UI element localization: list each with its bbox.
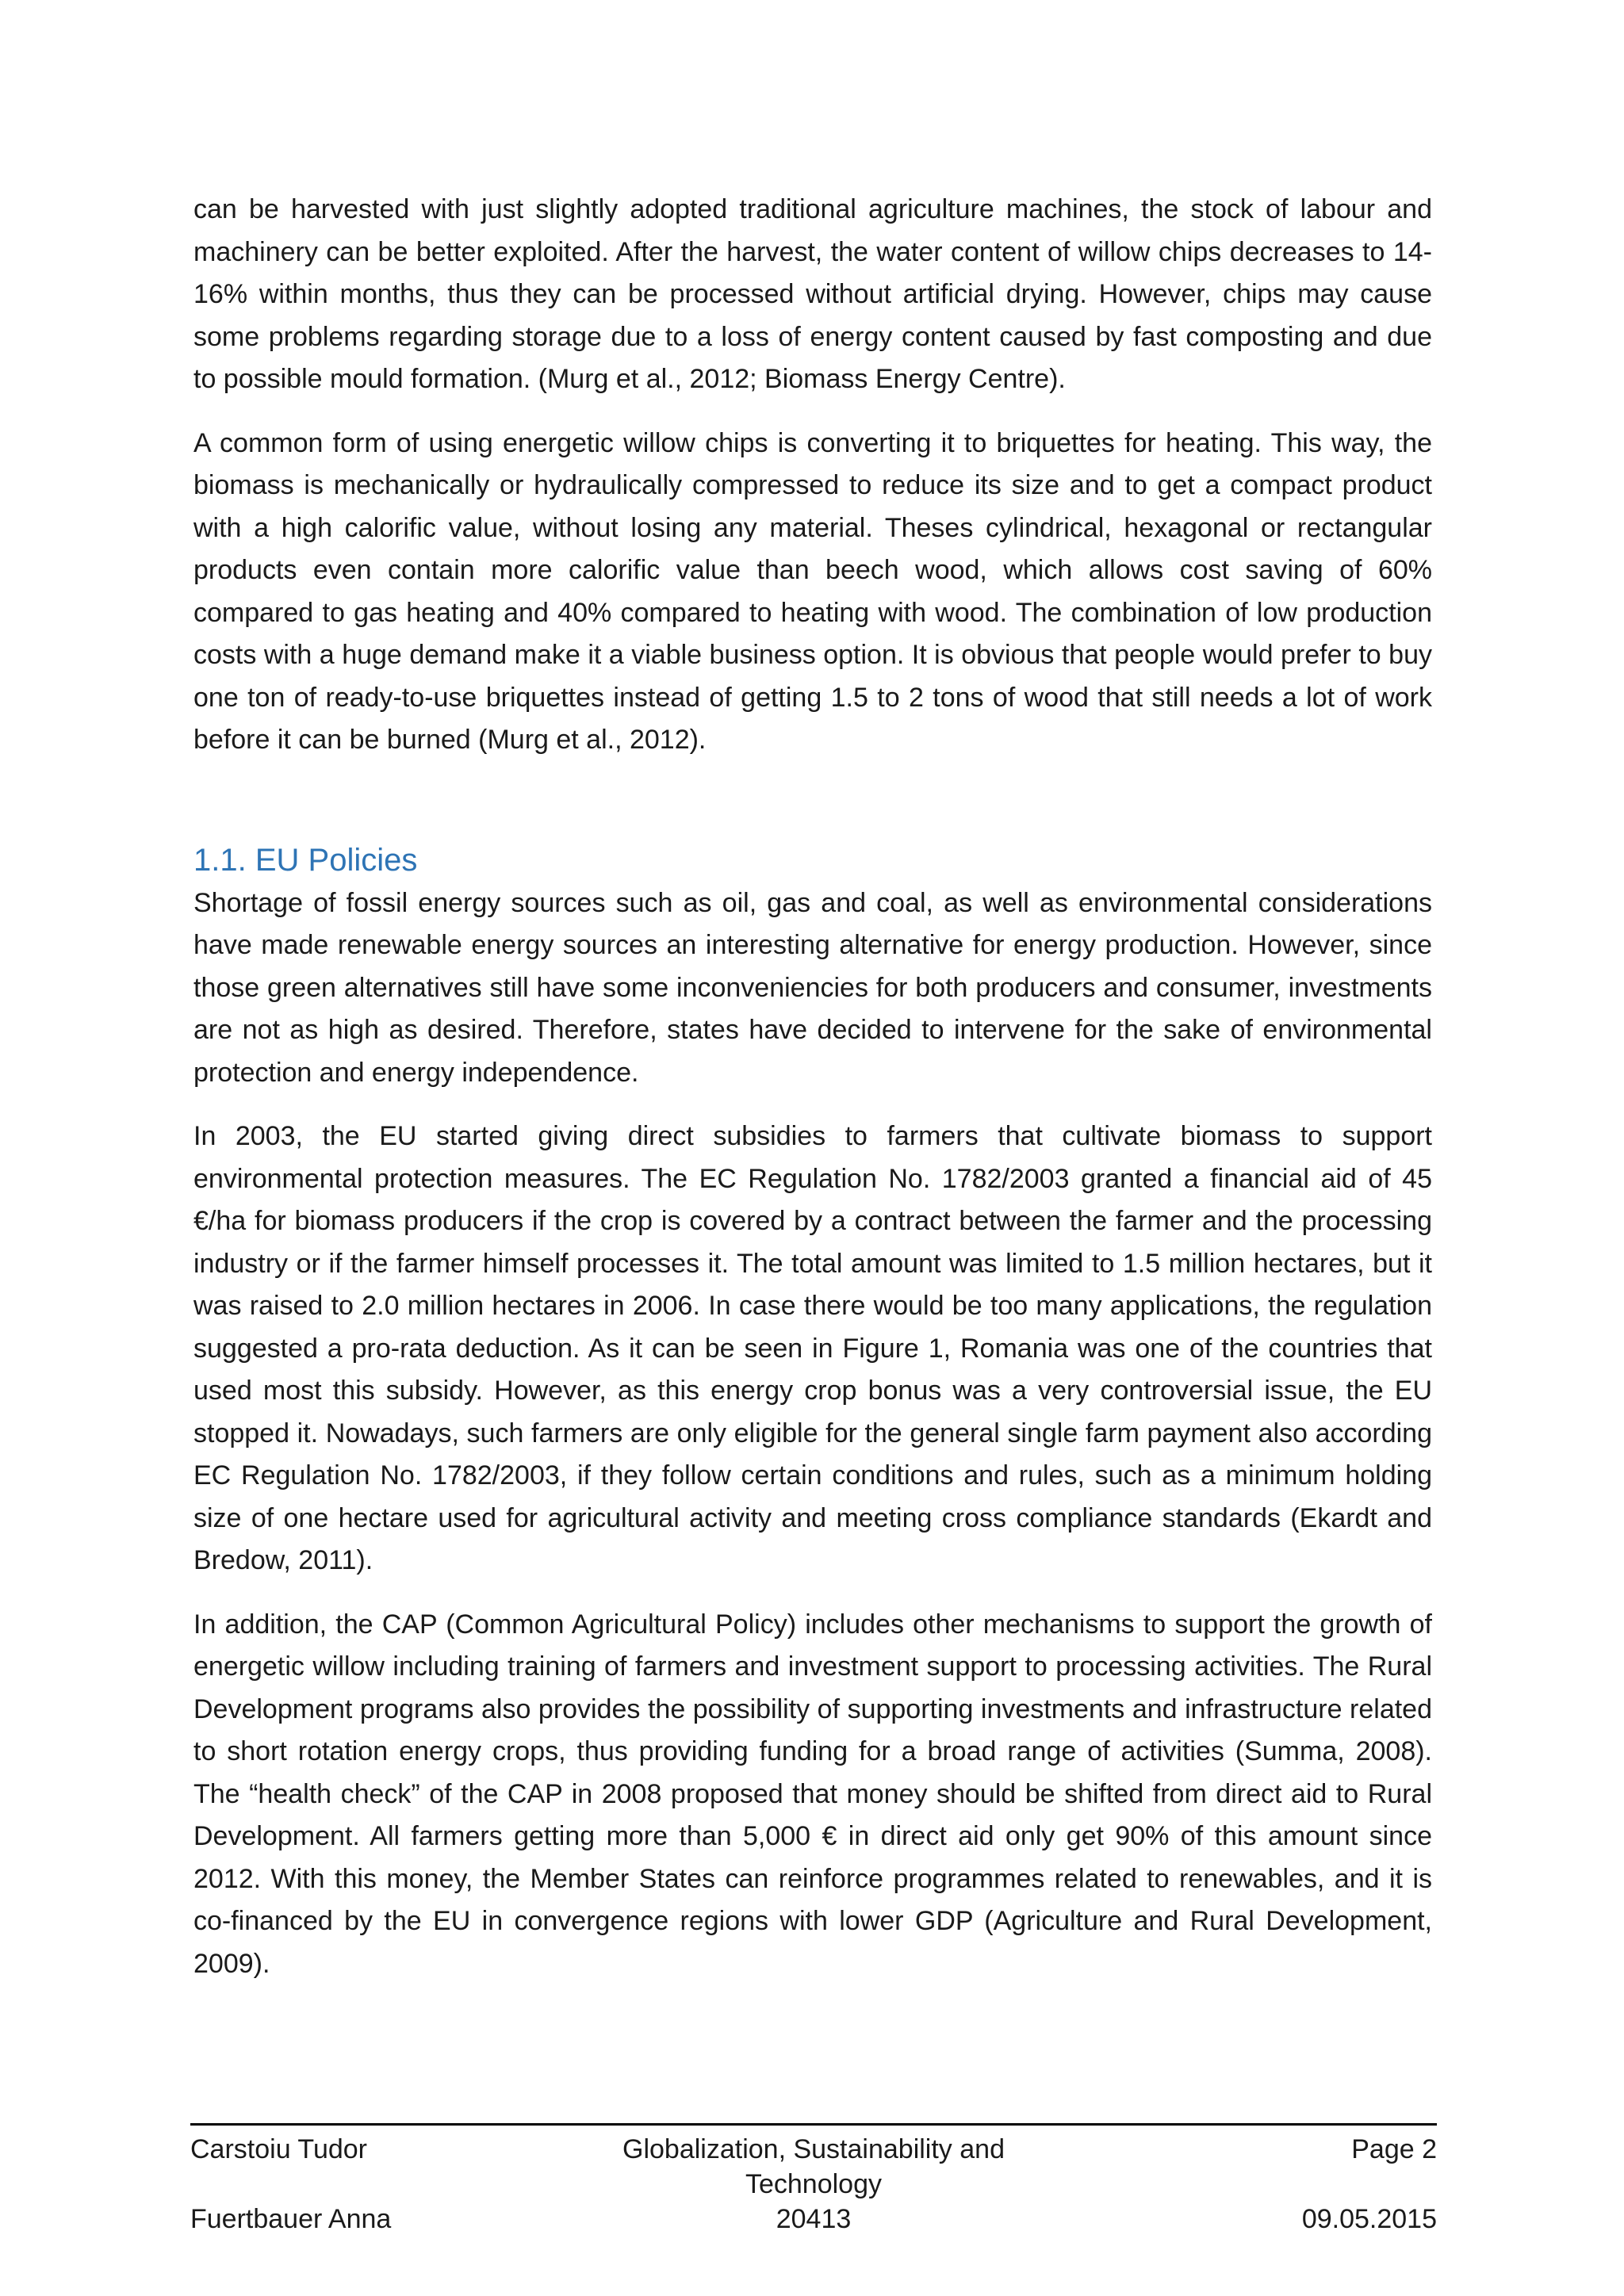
- footer-page-number: Page 2: [1351, 2134, 1437, 2164]
- body-paragraph: A common form of using energetic willow chips is converting it to briquettes for heating. This way, the biomass is mechanically or hydraulically compressed to reduce its size and to get a compact product with a high calorific value, without losing any material. Theses cylindrical, hexagonal or rectangular products even contain more calorific value than beech wood, which allows cost saving of 60% compared to gas heating and 40% compared to heating with wood. The combination of low production costs with a huge demand make it a viable business option. It is obvious that people would prefer to buy one ton of ready-to-use briquettes instead of getting 1.5 to 2 tons of wood that still needs a lot of work before it can be burned (Murg et al., 2012).: [193, 427, 1432, 755]
- body-paragraph: In 2003, the EU started giving direct subsidies to farmers that cultivate biomass to support environmental protection measures. The EC Regulation No. 1782/2003 granted a financial aid of 45 €/ha for biomass producers if the crop is covered by a contract between the farmer and the processing industry or if the farmer himself processes it. The total amount was limited to 1.5 million hectares, but it was raised to 2.0 million hectares in 2006. In case there would be too many applications, the regulation suggested a pro-rata deduction. As it can be seen in Figure 1, Romania was one of the countries that used most this subsidy. However, as this energy crop bonus was a very controversial issue, the EU stopped it. Nowadays, such farmers are only eligible for the general single farm payment also according EC Regulation No. 1782/2003, if they follow certain conditions and rules, such as a minimum holding size of one hectare used for agricultural activity and meeting cross compliance standards (Ekardt and Bredow, 2011).: [193, 1121, 1432, 1575]
- section-heading: 1.1. EU Policies: [193, 842, 418, 878]
- footer-course-code: 20413: [776, 2204, 852, 2234]
- footer-row-top: [190, 2132, 1437, 2202]
- body-paragraph: Shortage of fossil energy sources such as oil, gas and coal, as well as environmental considerations have made renewable energy sources an interesting alternative for energy production. However, since those green alternatives still have some inconveniencies for both producers and consumer, investments are not as high as desired. Therefore, states have decided to intervene for the sake of environmental protection and energy independence.: [193, 887, 1432, 1088]
- body-paragraph: can be harvested with just slightly adopted traditional agriculture machines, the stock of labour and machinery can be better exploited. After the harvest, the water content of willow chips decreases to 14-16% within months, thus they can be processed without artificial drying. However, chips may cause some problems regarding storage due to a loss of energy content caused by fast composting and due to possible mould formation. (Murg et al., 2012; Biomass Energy Centre).: [193, 194, 1432, 394]
- body-paragraph: In addition, the CAP (Common Agricultural Policy) includes other mechanisms to support the growth of energetic willow including training of farmers and investment support to processing activities. The Rural Development programs also provides the possibility of supporting investments and infrastructure related to short rotation energy crops, thus providing funding for a broad range of activities (Summa, 2008). The “health check” of the CAP in 2008 proposed that money should be shifted from direct aid to Rural Development. All farmers getting more than 5,000 € in direct aid only get 90% of this amount since 2012. With this money, the Member States can reinforce programmes related to renewables, and it is co-financed by the EU in convergence regions with lower GDP (Agriculture and Rural Development, 2009).: [193, 1609, 1432, 1979]
- document-body: [193, 189, 1432, 2007]
- page-footer: [190, 2123, 1437, 2237]
- footer-author-2: Fuertbauer Anna: [190, 2204, 392, 2234]
- footer-course-title: Globalization, Sustainability and Technology: [622, 2134, 1005, 2199]
- footer-row-bottom: [190, 2202, 1437, 2237]
- footer-date: 09.05.2015: [1301, 2204, 1437, 2234]
- footer-author-1: Carstoiu Tudor: [190, 2134, 367, 2164]
